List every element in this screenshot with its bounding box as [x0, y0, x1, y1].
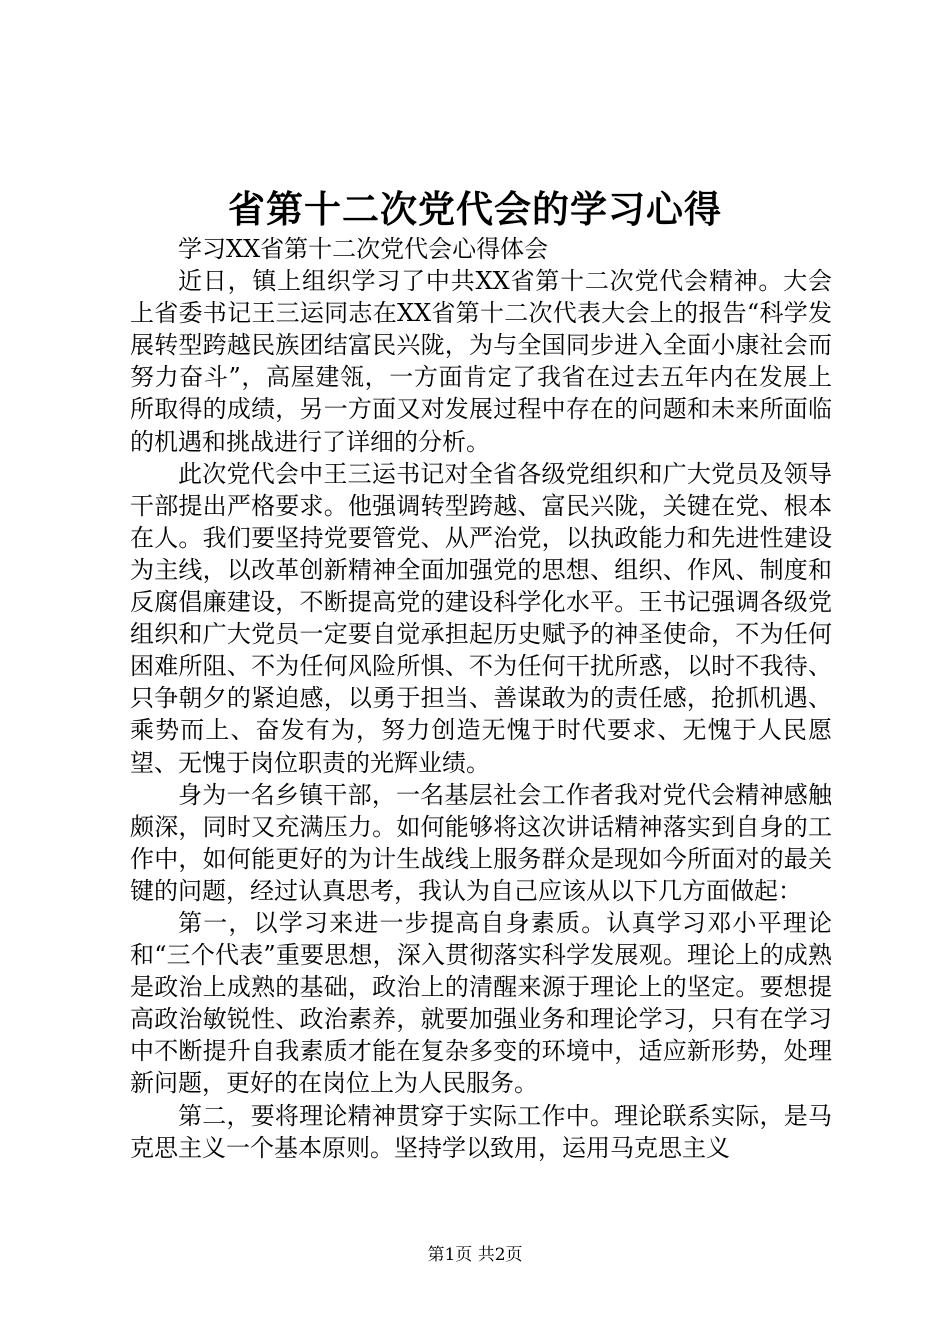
body-paragraph: 此次党代会中王三运书记对全省各级党组织和广大党员及领导干部提出严格要求。他强调转型跨越、富民兴陇，关键在党、根本在人。我们要坚持党要管党、从严治党，以执政能力和先进性建设为主线，以改革创新精神全面加强党的思想、组织、作风、制度和反腐倡廉建设，不断提高党的建设科学化水平。王书记强调各级党组织和广大党员一定要自觉承担起历史赋予的神圣使命，不为任何困难所阻、不为任何风险所惧、不为任何干扰所惑，以时不我待、只争朝夕的紧迫感，以勇于担当、善谋敢为的责任感，抢抓机遇、乘势而上、奋发有为，努力创造无愧于时代要求、无愧于人民愿望、无愧于岗位职责的光辉业绩。 — [130, 459, 832, 777]
document-body — [130, 233, 832, 1164]
body-paragraph: 近日，镇上组织学习了中共XX省第十二次党代会精神。大会上省委书记王三运同志在XX省第十二次代表大会上的报告“科学发展转型跨越民族团结富民兴陇，为与全国同步进入全面小康社会而努力奋斗”，高屋建瓴，一方面肯定了我省在过去五年内在发展上所取得的成绩，另一方面又对发展过程中存在的问题和未来所面临的机遇和挑战进行了详细的分析。 — [130, 267, 832, 456]
subtitle-paragraph: 学习XX省第十二次党代会心得体会 — [178, 235, 549, 263]
document-title: 省第十二次党代会的学习心得 — [228, 187, 722, 231]
body-paragraph: 第一，以学习来进一步提高自身素质。认真学习邓小平理论和“三个代表”重要思想，深入贯彻落实科学发展观。理论上的成熟是政治上成熟的基础，政治上的清醒来源于理论上的坚定。要想提高政治敏锐性、政治素养，就要加强业务和理论学习，只有在学习中不断提升自我素质才能在复杂多变的环境中，适应新形势，处理新问题，更好的在岗位上为人民服务。 — [130, 908, 832, 1098]
body-paragraph: 第二，要将理论精神贯穿于实际工作中。理论联系实际，是马克思主义一个基本原则。坚持学以致用，运用马克思主义 — [130, 1101, 832, 1162]
page-number-footer: 第1页 共2页 — [427, 1245, 523, 1265]
body-paragraph: 身为一名乡镇干部，一名基层社会工作者我对党代会精神感触颇深，同时又充满压力。如何能够将这次讲话精神落实到自身的工作中，如何能更好的为计生战线上服务群众是现如今所面对的最关键的问题，经过认真思考，我认为自己应该从以下几方面做起： — [130, 780, 832, 905]
